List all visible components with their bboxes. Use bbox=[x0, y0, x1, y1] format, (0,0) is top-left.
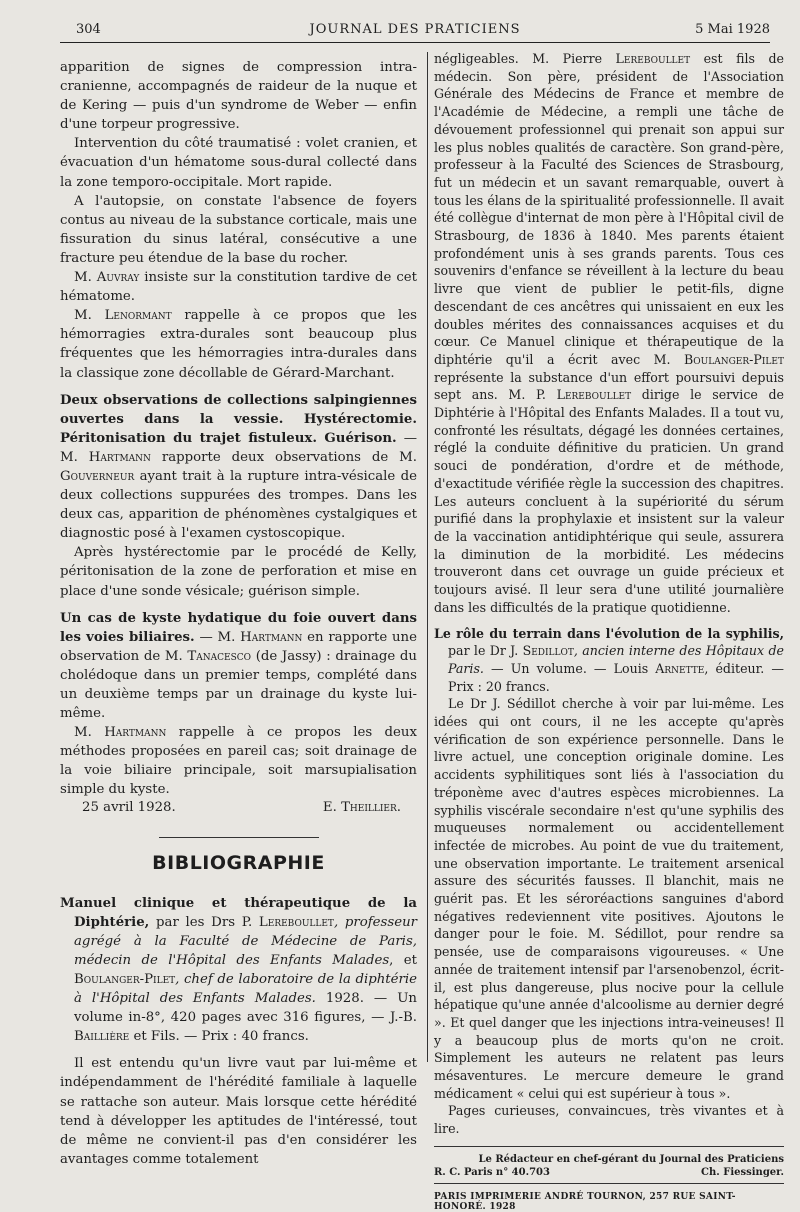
entry-text: par le Dr J. bbox=[448, 643, 523, 659]
entry-text: , et bbox=[389, 952, 417, 968]
author-title: , chef de laboratoire de la diphtérie à l'Hôpital des Enfants Malades. bbox=[74, 971, 417, 1007]
paragraph-text: rapporte deux observations de M. bbox=[150, 449, 417, 465]
bibliography-heading: BIBLIOGRAPHIE bbox=[152, 851, 325, 874]
paragraph: Pages curieuses, convaincues, très vivantes et à lire. bbox=[434, 1103, 784, 1137]
author-name: Tanacesco bbox=[187, 648, 252, 664]
author-name: Boulanger-Pilet bbox=[74, 971, 176, 987]
footer-rule bbox=[434, 1146, 784, 1147]
paragraph-text: — M. bbox=[60, 430, 417, 465]
section-paragraph bbox=[60, 609, 417, 724]
paragraph: Intervention du côté traumatisé : volet cranien, et évacuation d'un hématome sous-dural collecté dans la zone temporo-occipitale. Mort rapide. bbox=[60, 136, 417, 190]
book-title: Manuel clinique et thérapeutique de la Diphtérie, bbox=[60, 895, 417, 930]
entry-text: — Un volume. — Louis bbox=[483, 660, 656, 676]
entry-text: , éditeur. — Prix : 20 francs. bbox=[448, 660, 784, 694]
entry-text: et Fils. — Prix : 40 francs. bbox=[129, 1029, 309, 1045]
paragraph: A l'autopsie, on constate l'absence de foyers contus au niveau de la substance corticale, mais une fissuration du sinus latéral, consécutive a une fracture peu étendue de la base du rocher. bbox=[60, 193, 417, 266]
book-title: Le rôle du terrain dans l'évolution de la syphilis, bbox=[434, 625, 784, 641]
registry-number: R. C. Paris n° 40.703 bbox=[434, 1166, 550, 1178]
paragraph bbox=[60, 306, 417, 382]
paragraph: Le Dr J. Sédillot cherche à voir par lui-même. Les idées qui ont cours, il ne les accepte qu'après vérification de son expérience personnelle. Dans le livre actuel, une conception originale domine. Les accidents syphilitiques sont liés à l'association du tréponème avec d'autres espèces microbiennes. La syphilis viscérale secondaire n'est qu'une syphilis des muqueuses normalement ou accidentellement infectée de microbes. Au point de vue du traitement, une observation importante. Le traitement arsenical assure des sécurités fausses. Il blanchit, mais ne guérit pas. Et les séroréactions sanguines d'abord négatives redeviennent vite positives. Ajoutons le danger pour le foie. M. Sédillot, pour rendre sa pensée, use de comparaisons vigoureuses. « Une année de traitement intensif par l'arsenobenzol, écrit-il, est plus dangereuse, plus nocive pour la cellule hépatique qu'une année d'alcoolisme au dernier degré ». Et quel danger que les injections intra-veineuses! Il y a beaucoup plus de morts qu'on ne croit. Simplement les auteurs ne relatent pas leurs mésaventures. Le mercure demeure le grand médicament « celui qui est supérieur à tous ». bbox=[434, 696, 784, 1101]
paragraph-text: — M. bbox=[194, 629, 241, 645]
paragraph: apparition de signes de compression intra-cranienne, accompagnés de raideur de la nuque et de Kering — puis d'un syndrome de Weber — enfin d'une torpeur progressive. bbox=[60, 60, 417, 133]
spacer bbox=[434, 617, 784, 625]
section-title: Deux observations de collections salpingiennes ouvertes dans la vessie. Hystérectomie. Péritonisation du trajet fistuleux. Guérison. bbox=[60, 392, 417, 446]
journal-title: JOURNAL DES PRATICIENS bbox=[309, 22, 521, 37]
footer-rule bbox=[434, 1183, 784, 1184]
paragraph-text: rappelle à ce propos que les hémorragies extra-durales sont beaucoup plus fréquentes que les hémorragies intra-durales dans la classique zone décollable de Gérard-Marchant. bbox=[60, 308, 418, 381]
section-title: Un cas de kyste hydatique du foie ouvert dans les voies biliaires. bbox=[60, 610, 417, 645]
paragraph-text: rappelle à ce propos les deux méthodes proposées en pareil cas; soit drainage de la voie biliaire principale, soit marsupialisation simple du kyste. bbox=[60, 725, 417, 798]
paragraph bbox=[60, 723, 417, 799]
entry-text: par les Drs P. bbox=[149, 914, 259, 930]
registry-row bbox=[434, 1166, 784, 1179]
author-name: Lereboullet bbox=[258, 914, 334, 930]
publisher-name: Baillière bbox=[74, 1029, 130, 1045]
author-name: Lereboullet bbox=[615, 51, 691, 66]
paragraph-text: insiste sur la constitution tardive de cet hématome. bbox=[60, 270, 417, 305]
spacer bbox=[60, 383, 417, 391]
author-title: , ancien interne des Hôpitaux de Paris. bbox=[448, 643, 784, 676]
editor-credit bbox=[434, 1153, 784, 1179]
spacer bbox=[60, 601, 417, 609]
paragraph: Après hystérectomie par le procédé de Kelly, péritonisation de la zone de perforation et mise en place d'une sonde vésicale; guérison simple. bbox=[60, 545, 417, 599]
page-header bbox=[60, 20, 770, 43]
paragraph-text: négligeables. M. Pierre bbox=[434, 51, 616, 66]
author-name: Hartmann bbox=[240, 629, 303, 645]
author-name: Boulanger-Pilet bbox=[684, 351, 784, 367]
paragraph-text: est fils de médecin. Son père, président de l'Association Générale des Médecins de France et membre de l'Académie de Médecine, a rempli une tâche de dévouement professionnel qui prenait son appui sur les plus nobles qualités de caractère. Son grand-père, professeur à la Faculté des Sciences de Strasbourg, fut un médecin et un savant remarquable, ouvert à tous les élans de la spiritualité professionnelle. Il avait été collègue d'internat de mon père à l'Hôpital civil de Strasbourg, de 1836 à 1840. Mes parents étaient profondément unis à ses grands parents. Tous ces souvenirs d'enfance se réveillent à la lecture du beau livre que vient de publier le petit-fils, digne descendant de ces ancêtres qui unissaient en eux les doubles mérites des connaissances acquises et du cœur. Ce Manuel clinique et thérapeutique de la diphtérie qu'il a écrit avec M. bbox=[434, 51, 784, 367]
section-rule bbox=[159, 837, 319, 838]
signature-date: 25 avril 1928. bbox=[82, 799, 176, 815]
right-column bbox=[434, 50, 784, 1212]
left-column bbox=[60, 58, 417, 1169]
author-name: M. Lenormant bbox=[74, 308, 172, 324]
bibliography-entry bbox=[434, 625, 784, 696]
paragraph-text: dirige le service de Diphtérie à l'Hôpital des Enfants Malades. Il a tout vu, confronté les résultats, dégagé les données certaines, réglé la conduite définitive du praticien. Un grand souci de pondération, d'ordre et de méthode, d'exactitude vérifiée règle la succession des chapitres. Les auteurs concluent à la supériorité du sérum purifié dans la prophylaxie et insistent sur la valeur de la vaccination antidiphtérique qui seule, assurera la diminution de la morbidité. Les médecins trouveront dans cet ouvrage un guide précieux et toujours avisé. Il leur sera d'une utilité journalière dans les difficultés de la pratique quotidienne. bbox=[434, 387, 784, 615]
paragraph-text: représente la substance d'un effort poursuivi depuis sept ans. M. P. bbox=[434, 369, 784, 403]
author-title: , professeur agrégé à la Faculté de Médecine de Paris, médecin de l'Hôpital des Enfants Malades bbox=[74, 914, 417, 968]
author-name: M. Auvray bbox=[74, 270, 140, 286]
spacer bbox=[60, 1046, 417, 1054]
paragraph bbox=[434, 50, 784, 617]
signature-line bbox=[60, 800, 417, 815]
publisher-name: Arnette bbox=[655, 660, 705, 676]
author-name: M. Hartmann bbox=[74, 725, 167, 741]
section-paragraph bbox=[60, 391, 417, 544]
entry-text: 1928. — Un volume in-8°, 420 pages avec 316 figures, — J.-B. bbox=[74, 991, 417, 1026]
paragraph-text: ayant trait à la rupture intra-vésicale de deux collections suppurées des trompes. Dans les deux cas, apparition de phénomènes cystalgiques et diagnostic posé à l'examen cystoscopique. bbox=[60, 468, 417, 542]
column-divider bbox=[427, 52, 428, 1062]
paragraph bbox=[60, 268, 417, 306]
paragraph-text: (de Jassy) : drainage du cholédoque dans un premier temps, complété dans un deuxième temps par un drainage du kyste lui-même. bbox=[60, 648, 417, 722]
bibliography-entry bbox=[60, 894, 417, 1047]
printer-line: PARIS IMPRIMERIE ANDRÉ TOURNON, 257 RUE SAINT-HONORÉ. 1928 bbox=[434, 1191, 736, 1212]
issue-date: 5 Mai 1928 bbox=[695, 22, 770, 37]
paragraph: Il est entendu qu'un livre vaut par lui-même et indépendamment de l'hérédité familiale à laquelle se rattache son auteur. Mais lorsque cette hérédité tend à développer les aptitudes de l'intéressé, tout de même ne convient-il pas d'en considérer les avantages comme totalement bbox=[60, 1056, 417, 1167]
author-name: Hartmann bbox=[88, 449, 151, 465]
author-name: Lereboullet bbox=[556, 387, 632, 403]
author-name: Gouverneur bbox=[60, 468, 135, 484]
page-number: 304 bbox=[76, 22, 101, 37]
editor-line: Le Rédacteur en chef-gérant du Journal des Praticiens bbox=[478, 1153, 784, 1165]
author-name: Sedillot bbox=[522, 643, 574, 659]
signature-name: E. Theillier. bbox=[322, 799, 401, 815]
paragraph-text: en rapporte une observation de M. bbox=[60, 629, 417, 664]
editor-name: Ch. Fiessinger. bbox=[701, 1166, 784, 1178]
